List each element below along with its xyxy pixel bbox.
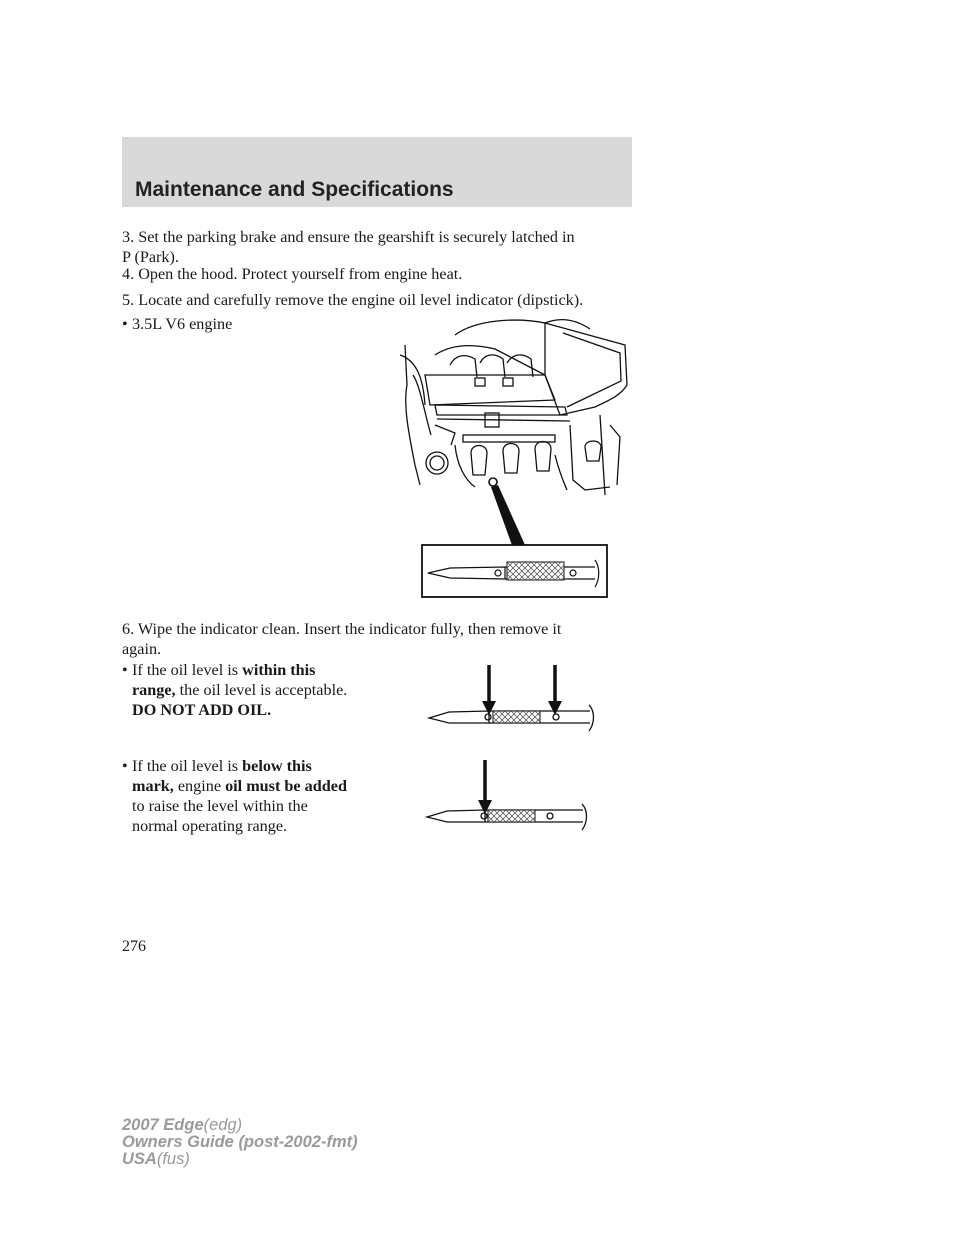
- footer: [122, 1117, 358, 1168]
- within-l1-normal: If the oil level is: [132, 661, 243, 679]
- footer-model: 2007 Edge: [122, 1116, 204, 1134]
- bullet-dot: •: [122, 757, 128, 775]
- below-l4: normal operating range.: [132, 817, 288, 835]
- below-l2-normal: engine: [173, 777, 226, 795]
- footer-market: USA: [122, 1150, 157, 1168]
- page-number: 276: [122, 938, 146, 955]
- below-l1-normal: If the oil level is: [132, 757, 243, 775]
- step-6-line-1: 6. Wipe the indicator clean. Insert the indicator fully, then remove it: [122, 620, 562, 638]
- bullet-dot: •: [122, 315, 128, 333]
- within-l2-normal: the oil level is acceptable.: [175, 681, 348, 699]
- dipstick-range-diagram: [425, 665, 605, 735]
- within-range-text: [132, 660, 347, 720]
- below-l1-bold: below this: [242, 757, 312, 775]
- step-5: 5. Locate and carefully remove the engine oil level indicator (dipstick).: [122, 291, 584, 309]
- below-l3: to raise the level within the: [132, 797, 308, 815]
- below-l2-bold2: oil must be added: [225, 777, 347, 795]
- engine-illustration: [395, 315, 635, 600]
- engine-label: 3.5L V6 engine: [132, 315, 233, 333]
- within-l3-bold: DO NOT ADD OIL.: [132, 701, 272, 719]
- bullet-dot: •: [122, 661, 128, 679]
- dipstick-low-diagram: [423, 760, 603, 832]
- footer-guide: Owners Guide (post-2002-fmt): [122, 1133, 358, 1151]
- below-l2-bold: mark,: [132, 777, 174, 795]
- within-l1-bold: within this: [242, 661, 316, 679]
- step-3-line-2: P (Park).: [122, 248, 179, 266]
- step-6-line-2: again.: [122, 640, 162, 658]
- step-4: 4. Open the hood. Protect yourself from engine heat.: [122, 265, 463, 283]
- within-l2-bold: range,: [132, 681, 176, 699]
- footer-model-code: (edg): [203, 1116, 243, 1134]
- section-title: Maintenance and Specifications: [135, 178, 454, 201]
- step-3-line-1: 3. Set the parking brake and ensure the gearshift is securely latched in: [122, 228, 575, 246]
- below-mark-text: [132, 756, 347, 836]
- footer-market-code: (fus): [156, 1150, 190, 1168]
